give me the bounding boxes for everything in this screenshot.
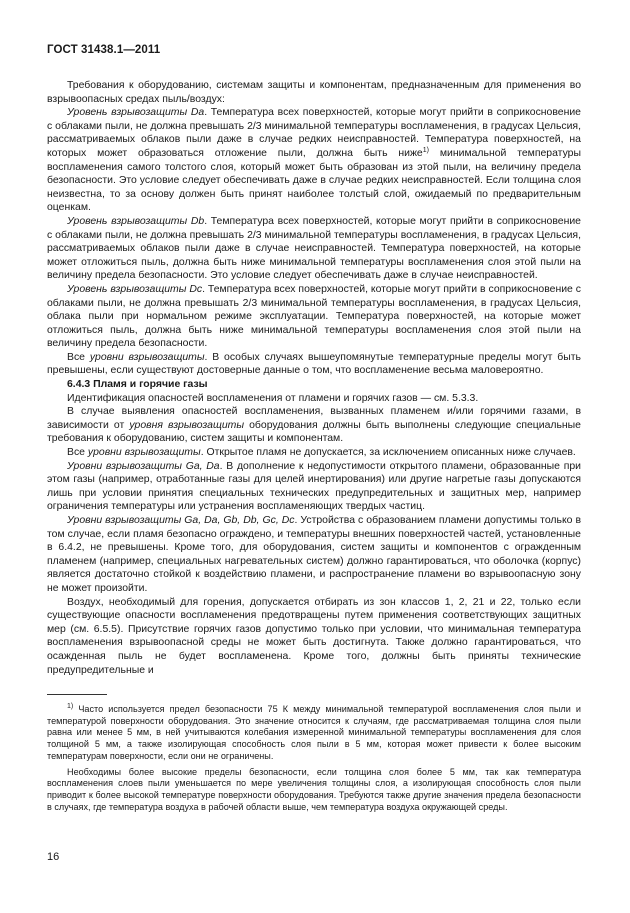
footnote-divider xyxy=(47,694,107,695)
emphasis: Уровень взрывозащиты Dc xyxy=(67,283,203,295)
document-header: ГОСТ 31438.1—2011 xyxy=(47,44,161,56)
paragraph: Все уровни взрывозащиты. В особых случаях вышеупомянутые температурные пределы могут быть превышены, если существуют достоверные данные о том, что воспламенение весьма маловероятно. xyxy=(47,351,581,377)
paragraph: Воздух, необходимый для горения, допускается отбирать из зон классов 1, 2, 21 и 22, только если существующие опасности воспламенения предотвращены путем применения соответствующих защитных мер (см. 6.5.5). Присутствие горячих газов допустимо только при условии, что минимальная температура воспламенения взрывоопасной среды не может быть достигнута. Также должно гарантироваться, что осажденная пыль не будет воспламенена. Кроме того, должны быть приняты технические предупредительные и xyxy=(47,596,581,676)
emphasis: уровни взрывозащиты xyxy=(89,351,205,363)
paragraph: Уровень взрывозащиты Dc. Температура всех поверхностей, которые могут прийти в соприкосновение с облаками пыли, не должна превышать 2/3 минимальной температуры воспламенения, в градусах Цельсия, облака пыли при нормальном режиме эксплуатации. Температура поверхностей, на которые может отложиться пыль, должна быть ниже минимальной температуры воспламенения слоя этой пыли на величину предела безопасности. xyxy=(47,283,581,350)
paragraph: Уровень взрывозащиты Db. Температура всех поверхностей, которые могут прийти в соприкосновение с облаками пыли, не должна превышать 2/3 минимальной температуры воспламенения, в градусах Цельсия, рассматриваемых облаков пыли даже в случае неисправностей. Температура поверхностей, на которые может отложиться пыль, должна быть ниже минимальной температуры воспламенения слоя этой пыли на величину предела безопасности. Это условие следует обеспечивать даже в случае неисправностей. xyxy=(47,215,581,282)
footnote-mark: 1) xyxy=(67,703,74,710)
emphasis: Уровень взрывозащиты Db xyxy=(67,215,205,227)
paragraph: Все уровни взрывозащиты. Открытое пламя не допускается, за исключением описанных ниже случаев. xyxy=(67,447,576,459)
emphasis: уровня взрывозащиты xyxy=(129,419,245,431)
footnote-ref: 1) xyxy=(422,146,429,154)
paragraph: Уровень взрывозащиты Da. Температура всех поверхностей, которые могут прийти в соприкосновение с облаками пыли, не должна превышать 2/3 минимальной температуры воспламенения, в градусах Цельсия, рассматриваемых облаков пыли даже в случае редких неисправностей. Температура поверхностей, на которых может образоваться отложение пыли, должна быть ниже$^{1)}$ минимальной температуры воспламенения самого толстого слоя, который может быть образован из этой пыли, на величину предела безопасности. Это условие следует обеспечивать даже в случае редких неисправностей. Если толщина слоя неизвестна, то за основу должен быть принят наиболее толстый слой, ожидаемый по предварительным оценкам. xyxy=(47,107,581,214)
page-number: 16 xyxy=(47,851,60,863)
paragraph: В случае выявления опасностей воспламенения, вызванных пламенем и/или горячими газами, в зависимости от уровня взрывозащиты оборудования должны быть выполнены следующие специальные требования к оборудованию, систем защиты и компонентам. xyxy=(47,406,581,445)
document-body xyxy=(47,79,581,677)
paragraph: Требования к оборудованию, системам защиты и компонентам, предназначенным для применения во взрывоопасных средах пыль/воздух: xyxy=(47,80,581,105)
paragraph: Идентификация опасностей воспламенения от пламени и горячих газов — см. 5.3.3. xyxy=(67,392,479,404)
section-heading: 6.4.3 Пламя и горячие газы xyxy=(67,379,208,391)
footnote: $^{1)}$ Часто используется предел безопасности 75 К между минимальной температурой воспламенения слоя пыли и температурой поверхности оборудования. Это значение относится к случаям, где рассматриваемая толщина слоя пыли равна или менее 5 мм, в ней учитываются колебания измеренной минимальной температуры воспламенения для слоя толщиной 5 мм, а также изолирующая способность слоя пыли в 5 мм, которая может привести к более высоким температурам поверхности, если они не ограничены. xyxy=(47,703,581,761)
paragraph: Уровни взрывозащиты Ga, Da. В дополнение к недопустимости открытого пламени, образованные при этом газы (например, отработанные газы для целей инертирования) или другие нагретые газы допускаются лишь при условии принятия специальных технических предупредительных и защитных мер, например ограничения температуры или устранения воспламеняющих твердых частиц. xyxy=(47,460,582,513)
paragraph: Уровни взрывозащиты Ga, Da, Gb, Db, Gc, Dc. Устройства с образованием пламени допустимы только в том случае, если пламя безопасно ограждено, и температуры внешних поверхностей частей, установленные в 6.4.2, не превышены. Кроме того, для оборудования, систем защиты и компонентов с огражденным пламенем (например, специальных нагревательных систем) должно гарантироваться, что оболочка (корпус) является достаточно стойкой к воздействию пламени, и распространение пламени во взрывоопасную зону не может произойти. xyxy=(47,515,581,594)
emphasis: уровни взрывозащиты xyxy=(87,447,201,459)
emphasis: Уровни взрывозащиты Ga, Da xyxy=(67,460,220,472)
footnotes xyxy=(47,704,581,813)
footnote: Необходимы более высокие пределы безопасности, если толщина слоя более 5 мм, так как температура воспламенения слоев пыли уменьшается по мере увеличения толщины слоя, а изолирующая способность слоя пыли приводит к более высокой температуре поверхности оборудования. Требуются также другие значения предела безопасности в случаях, где температура воздуха в рабочей области выше, чем температура воздуха окружающей среды. xyxy=(47,766,581,812)
emphasis: Уровни взрывозащиты Ga, Da, Gb, Db, Gc, Dc xyxy=(67,515,295,526)
emphasis: Уровень взрывозащиты Da xyxy=(67,107,205,119)
